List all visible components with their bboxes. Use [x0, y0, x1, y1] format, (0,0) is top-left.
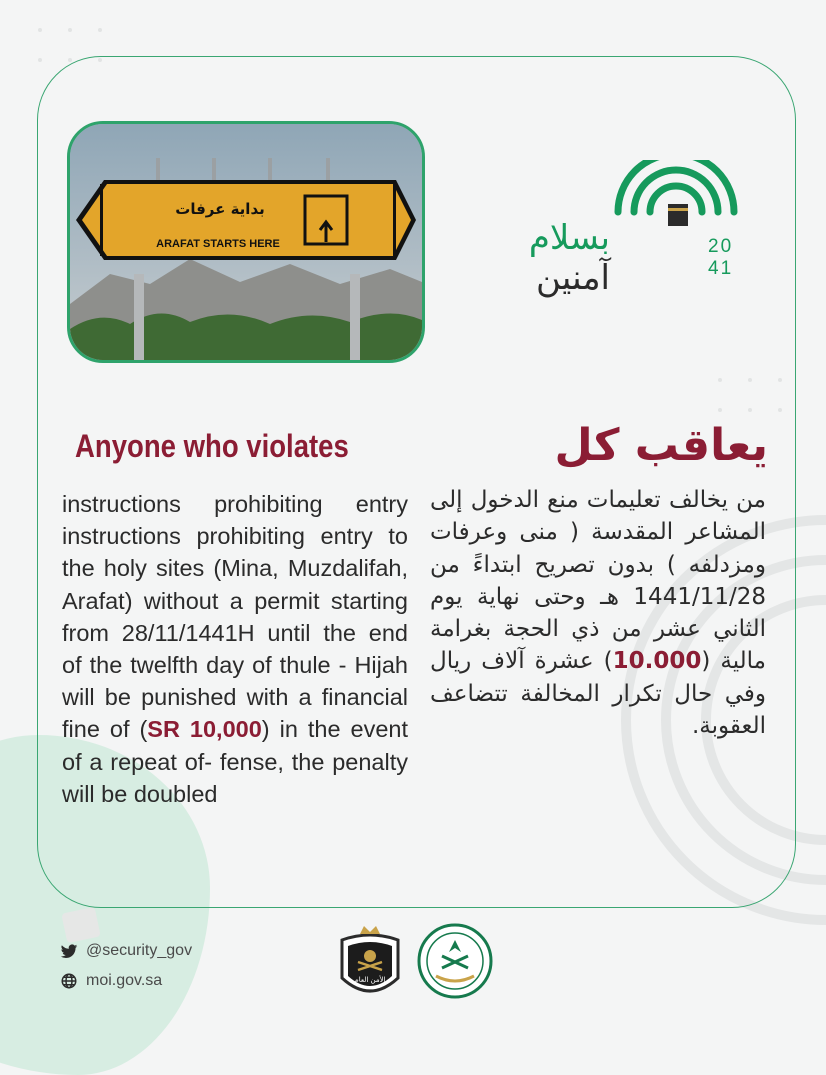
arabic-body-after: ) عشرة آلاف ريال وفي حال تكرار المخالفة تتضاعف العقوبة.: [430, 648, 766, 740]
twitter-handle: @security_gov: [86, 942, 193, 959]
website-link[interactable]: [60, 968, 192, 994]
arabic-body: [430, 484, 766, 742]
globe-icon: [60, 972, 78, 990]
english-body-after: ) in the event of a repeat of- fense, the penalty will be doubled: [62, 716, 409, 807]
sign-english-text: ARAFAT STARTS HERE: [156, 238, 280, 250]
twitter-icon: [60, 942, 78, 960]
social-links: [60, 938, 192, 998]
website-url: moi.gov.sa: [86, 972, 163, 989]
arabic-title: يعاقب كل: [554, 420, 768, 471]
bisalam-aminin-2041-logo: [488, 160, 746, 300]
english-body-before: instructions prohibiting entry instructions prohibiting entry to the holy sites (Mina, Muzdalifah, Arafat) without a permit starting from 28/11/1441H until the end of the twelfth day of thule - Hijah will be punished with a financial fine of (: [62, 491, 408, 743]
public-security-emblem: [336, 924, 404, 1004]
ministry-of-interior-emblem: [416, 922, 494, 1000]
arabic-body-before: من يخالف تعليمات منع الدخول إلى المشاعر المقدسة ( منى وعرفات ومزدلفه ) بدون تصريح ابتداءً من 1441/11/28 هـ وحتى نهاية يوم الثاني عشر من ذي الحجة بغرامة مالية (: [430, 487, 766, 675]
public-security-label: الأمن العام: [354, 976, 386, 984]
english-body: [62, 488, 408, 810]
logo-line1: بسلام: [528, 218, 610, 258]
logo-line2: آمنين: [535, 258, 610, 298]
english-title: Anyone who violates: [75, 428, 349, 464]
twitter-link[interactable]: [60, 938, 192, 964]
logo-year-bottom: 41: [708, 258, 734, 279]
sign-arabic-text: بداية عرفات: [175, 200, 265, 218]
arafat-sign-photo: [67, 121, 425, 363]
arabic-fine-amount: 10.000: [612, 648, 702, 675]
logo-year-top: 20: [708, 236, 734, 257]
english-fine-amount: SR 10,000: [147, 716, 262, 743]
